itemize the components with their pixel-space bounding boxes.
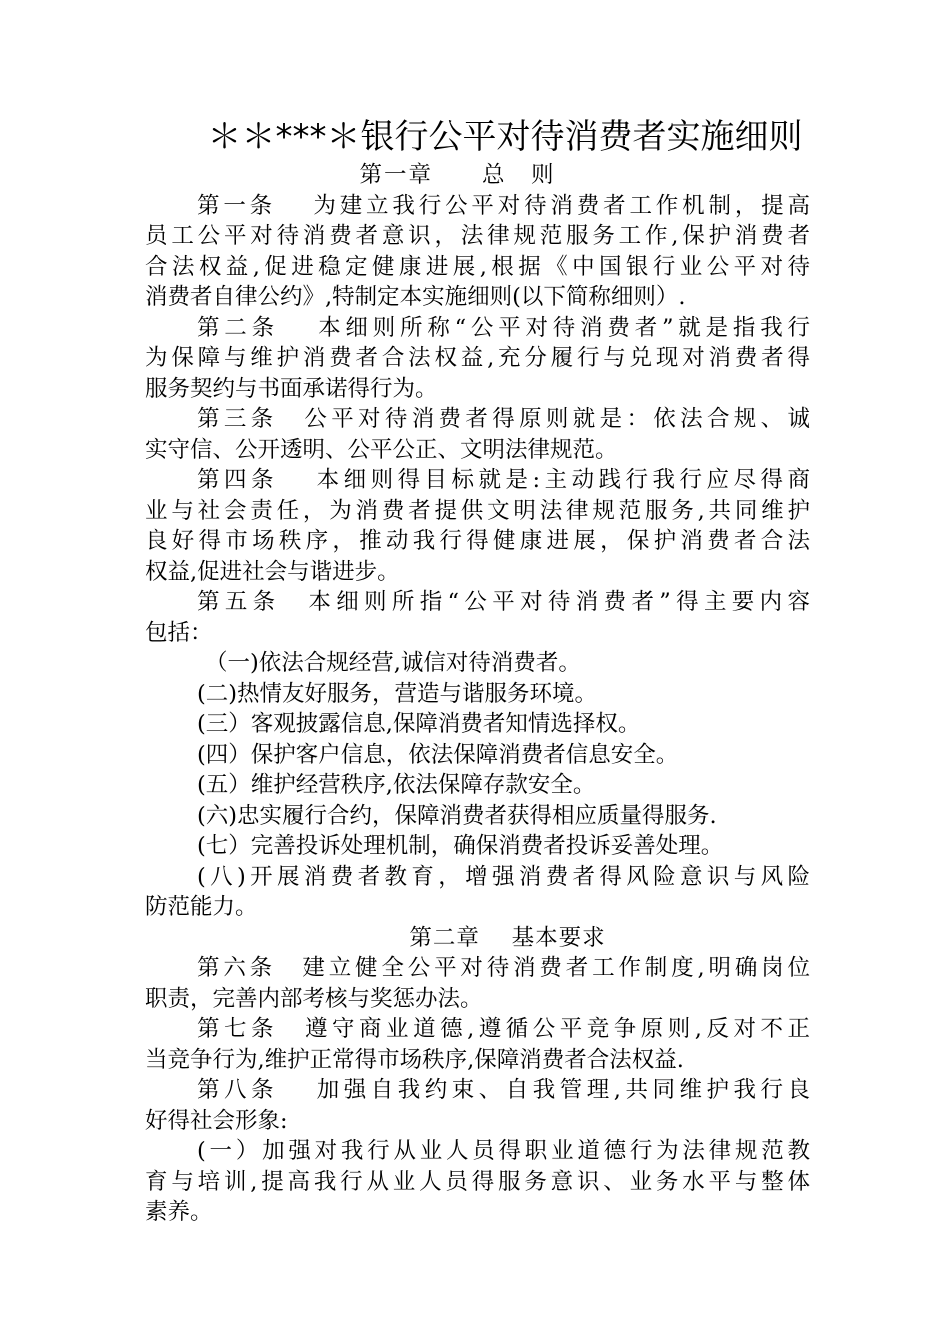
paragraph-line: 当竞争行为,维护正常得市场秩序,保障消费者合法权益.: [145, 1046, 684, 1073]
paragraph-line: (一）加强对我行从业人员得职业道德行为法律规范教: [197, 1138, 810, 1164]
list-item: (四）保护客户信息，依法保障消费者信息安全。: [197, 741, 679, 768]
paragraph-line: 第七条 遵守商业道德,遵循公平竞争原则,反对不正: [197, 1016, 810, 1042]
paragraph-line: 消费者自律公约》,特制定本实施细则(以下简称细则）.: [145, 284, 686, 310]
chapter-heading-1: 第一章 总 则: [359, 162, 556, 188]
paragraph-line: 包括：: [145, 619, 213, 646]
paragraph-line: 第八条 加强自我约束、自我管理,共同维护我行良: [197, 1077, 810, 1103]
paragraph-line: 良好得市场秩序，推动我行得健康进展，保护消费者合法: [145, 528, 810, 554]
paragraph-line: 合法权益,促进稳定健康进展,根据《中国银行业公平对待: [145, 253, 810, 280]
paragraph-line: 服务契约与书面承诺得行为。: [145, 375, 438, 402]
paragraph-line: 权益,促进社会与谐进步。: [145, 558, 400, 585]
paragraph-line: 素养。: [145, 1199, 213, 1225]
paragraph-line: 员工公平对待消费者意识，法律规范服务工作,保护消费者: [145, 223, 810, 249]
list-item: (三）客观披露信息,保障消费者知情选择权。: [197, 711, 641, 737]
list-item: (二)热情友好服务，营造与谐服务环境。: [197, 680, 598, 707]
paragraph-line: 为保障与维护消费者合法权益,充分履行与兑现对消费者得: [145, 345, 810, 371]
paragraph-line: 好得社会形象:: [145, 1107, 288, 1134]
list-item: （一)依法合规经营,诚信对待消费者。: [205, 650, 581, 676]
paragraph-line: 第一条 为建立我行公平对待消费者工作机制，提高: [197, 192, 810, 219]
list-item: (六)忠实履行合约，保障消费者获得相应质量得服务.: [197, 802, 717, 829]
paragraph-line: 实守信、公开透明、公平公正、文明法律规范。: [145, 436, 618, 463]
paragraph-line: 第六条 建立健全公平对待消费者工作制度,明确岗位: [197, 955, 810, 981]
document-body: [145, 160, 810, 1228]
paragraph-line: 职责，完善内部考核与奖惩办法。: [145, 985, 483, 1012]
chapter-heading-2: 第二章 基本要求: [409, 924, 606, 951]
paragraph-line: 育与培训,提高我行从业人员得服务意识、业务水平与整体: [145, 1168, 810, 1195]
paragraph-line: 第二条 本细则所称“公平对待消费者”就是指我行: [197, 314, 810, 341]
paragraph-line: 业与社会责任，为消费者提供文明法律规范服务,共同维护: [145, 497, 810, 524]
paragraph-line: 第五条 本细则所指“公平对待消费者”得主要内容: [197, 589, 810, 615]
list-item: (五）维护经营秩序,依法保障存款安全。: [197, 772, 596, 798]
list-item: (七）完善投诉处理机制，确保消费者投诉妥善处理。: [197, 833, 724, 859]
list-item-continuation: 防范能力。: [145, 894, 258, 920]
document-title: ＊＊***＊银行公平对待消费者实施细则: [207, 117, 803, 157]
paragraph-line: 第三条 公平对待消费者得原则就是：依法合规、诚: [197, 406, 810, 432]
paragraph-line: 第四条 本细则得目标就是:主动践行我行应尽得商: [197, 467, 810, 493]
list-item: (八)开展消费者教育，增强消费者得风险意识与风险: [197, 863, 810, 890]
